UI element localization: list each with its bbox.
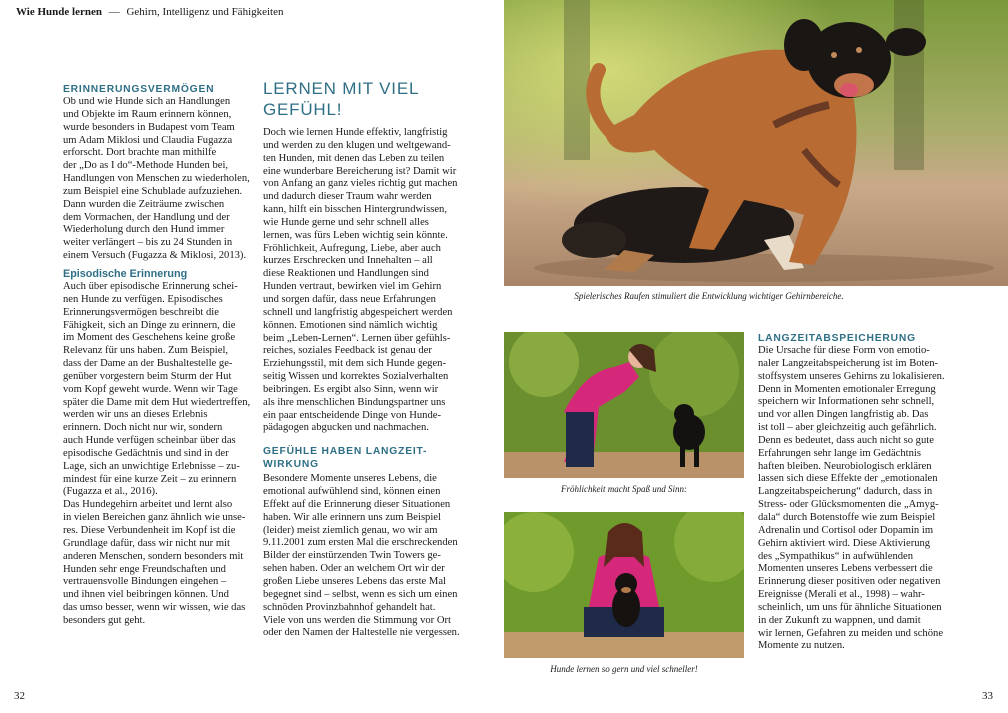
text-line: und dadurch dieser Traum wahr werden [263,191,432,203]
text-line: Fähigkeit, sich an Dinge zu erinnern, die [63,319,236,331]
text-line: mindest für eine kurze Zeit – zu erinnern [63,473,237,485]
text-line: werden wir uns an dieses Erlebnis [63,409,208,421]
dogs-playing-illustration [504,0,1008,286]
text-line: Denn in Momenten emotionaler Erregung [758,383,936,395]
text-line: anderen Menschen, sondern besonders mit [63,550,244,562]
text-line: reiches, soziales Feedback ist genau der [263,345,432,357]
heading-line: WIRKUNG [263,459,319,471]
text-line: kurzes Erschrecken und Innehalten – all [263,255,433,267]
text-line: und ihnen viel beibringen können. Und [63,589,229,601]
right-page [504,0,1008,713]
text-line: und vor allen Dingen langfristig ab. Das [758,409,929,421]
text-line: (Fugazza et al., 2016). [63,486,158,498]
text-line: Adrenalin und Cortisol oder Dopamin im [758,524,934,536]
text-line: schnell und langfristig abgespeichert werden [263,306,453,318]
text-line: dala“ durch Botenstoffe wie zum Beispiel [758,511,936,523]
text-line: episodische Gedächtnis und sind in der [63,447,229,459]
text-line: ist toll – aber gleichzeitig auch gefährlich. [758,422,937,434]
caption-top: Spielerisches Raufen stimuliert die Entwicklung wichtiger Gehirnbereiche. [574,291,844,301]
text-line: Bilder der einstürzenden Twin Towers ge- [263,550,441,562]
text-line: Auch über episodische Erinnerung schei- [63,280,238,292]
text-line: und Objekte im Raum erinnern können, [63,108,232,120]
text-line: ein paar entscheidende Dinge von Hunde- [263,409,441,421]
text-line: auch Hunde verfügen scheinbar über das [63,435,236,447]
text-line: einem Versuch (Fugazza & Miklosi, 2013). [63,250,247,262]
text-line: Die Ursache für diese Form von emotio- [758,345,930,356]
text-line: lassen sich diese Effekte der „emotionalen [758,473,938,485]
text-line: genüber vorgestern beim Sturm der Hut [63,370,232,382]
text-line: beim „Leben-Lernen“. Lernen über gefühls- [263,332,451,344]
text-line: wie Hunde gerne und sehr schnell alles [263,216,429,228]
text-line: und werden zu den klugen und weltgewand- [263,139,451,151]
text-line: Hunden vertraut, bewirken viel im Gehirn [263,281,442,293]
text-line: Erinnerung dieser positiven oder negativen [758,576,941,588]
text-line: weiter verlängert – bis zu 24 Stunden in [63,237,233,249]
text-line: ten Hunden, mit denen das Leben zu teilen [263,152,445,164]
caption-middle: Fröhlichkeit macht Spaß und Sinn: [561,484,687,494]
text-line: wurde besonders in Budapest vom Team [63,121,235,133]
text-line: Relevanz für uns haben. Zum Beispiel, [63,345,229,357]
page-number-left: 32 [14,690,25,702]
text-line: Fröhlichkeit, Aufregung, Liebe, aber auch [263,242,441,254]
text-line: Momente zu nutzen. [758,640,845,652]
text-line: (leider) meist ziemlich genau, wo wir am [263,524,438,536]
text-line: Ereignisse (Merali et al., 1998) – wahr- [758,589,925,601]
text-line: dem Vormachen, der Handlung und der [63,211,230,223]
col1-paragraph-1 [63,96,253,263]
running-head-dash: — [108,6,120,18]
text-line: Momenten unseres Lebens verbessert die [758,563,933,575]
text-line: Besondere Momente unseres Lebens, die [263,473,437,485]
page-number-right: 33 [982,690,993,702]
running-head-title: Wie Hunde lernen [16,6,102,18]
text-line: speichern wir Informationen sehr schnell, [758,396,935,408]
section-title [263,78,481,120]
text-line: Viele von uns werden die Stimmung vor Ort [263,614,451,626]
column-3 [758,332,990,653]
text-line: Dann wurden die Zeiträume zwischen [63,198,225,210]
text-line: pädagogen abgucken und nachmachen. [263,422,429,434]
text-line: im Moment des Geschehens keine große [63,332,236,344]
column-1 [63,83,253,628]
text-line: schnöden Provinzbahnhof gehandelt hat. [263,601,436,613]
text-line: Doch wie lernen Hunde effektiv, langfristig [263,127,448,138]
text-line: vom Kopf geweht wurde. Wenn wir Tage [63,383,238,395]
running-head-subtitle: Gehirn, Intelligenz und Fähigkeiten [126,6,284,18]
woman-hugging-puppy-illustration [504,512,744,658]
photo-woman-hugging-puppy [504,512,744,658]
text-line: und sorgen dafür, dass neue Erfahrungen [263,293,436,305]
text-line: Denn es bedeutet, dass auch nicht so gute [758,434,934,446]
text-line: besonders gut geht. [63,614,146,626]
text-line: Effekt auf die Erinnerung dieser Situationen [263,498,451,510]
text-line: lernen, was fürs Leben wichtig sein könnte. [263,229,448,241]
text-line: diese Reaktionen und Handlungen sind [263,268,429,280]
text-line: dass der Dame an der Bushaltestelle ge- [63,358,233,370]
text-line: erinnern. Doch nicht nur wir, sondern [63,422,223,434]
heading-gefuehle-langzeitwirkung [263,445,481,471]
text-line: kann, hilft ein bisschen Hintergrundwissen, [263,204,447,216]
heading-line: GEFÜHLE HABEN LANGZEIT- [263,446,428,458]
text-line: erforscht. Dort brachte man mithilfe [63,147,217,159]
text-line: Wiederholung durch den Hund immer [63,224,225,236]
text-line: um Adam Miklosi und Claudia Fugazza [63,134,233,146]
text-line: zum Beispiel eine Schublade aufzuziehen. [63,185,243,197]
text-line: nen Hunde zu verfügen. Episodisches [63,293,223,305]
text-line: haben. Wir alle erinnern uns zum Beispiel [263,511,441,523]
text-line: oder den Namen der Haltestelle nie vergessen. [263,627,460,639]
text-line: Langzeitabspeicherung“ dadurch, dass in [758,486,933,498]
col2-paragraph-1 [263,127,481,435]
text-line: emotional aufwühlend sind, können einen [263,486,441,498]
text-line: Erfahrungen sehr lange im Gedächtnis [758,447,921,459]
text-line: Grundlage dafür, dass wir nicht nur mit [63,537,230,549]
text-line: der „Do as I do“-Methode Hunden bei, [63,160,229,172]
heading-erinnerungsvermoegen: ERINNERUNGSVERMÖGEN [63,84,215,95]
text-line: Das Hundegehirn arbeitet und lernt also [63,499,233,511]
text-line: beibringen. Es ergibt also Sinn, wenn wir [263,383,439,395]
photo-woman-playing-dog [504,332,744,478]
text-line: res. Diese Verbundenheit im Kopf ist die [63,525,236,536]
woman-playing-dog-illustration [504,332,744,478]
text-line: später die Dame mit dem Hut wiedertreffen, [63,396,251,408]
text-line: das umso besser, wenn wir wissen, wie das [63,602,246,614]
title-line: GEFÜHL! [263,100,343,119]
text-line: großen Liebe unseres Lebens das erste Mal [263,576,446,587]
text-line: sehen haben. Oder an welchem Ort wir der [263,563,445,575]
text-line: des „Sympathikus“ in aufwühlenden [758,550,914,562]
text-line: in der Zukunft zu wappnen, und damit [758,614,921,626]
text-line: Hunden sehr enge Freundschaften und [63,563,226,575]
text-line: scheinlich, um uns für ähnliche Situationen [758,601,942,613]
caption-bottom: Hunde lernen so gern und viel schneller! [550,664,698,674]
text-line: als ihre menschlichen Bindungspartner uns [263,396,446,408]
text-line: Ob und wie Hunde sich an Handlungen [63,96,231,107]
text-line: von Anfang an ganz vieles richtig gut machen [263,178,458,190]
text-line: Handlungen von Menschen zu wiederholen, [63,173,250,185]
col2-paragraph-2 [263,473,481,640]
text-line: Stress- oder Glücksmomenten die „Amyg- [758,499,939,511]
text-line: Erziehungsstil, mit dem sich Hunde gegen- [263,358,446,370]
subheading-episodische-erinnerung: Episodische Erinnerung [63,267,188,280]
text-line: vertrauensvolle Bindungen eingehen – [63,576,227,588]
text-line: wir lernen, Gefahren zu meiden und schöne [758,627,944,639]
heading-langzeitabspeicherung: LANGZEITABSPEICHERUNG [758,333,916,344]
col3-paragraph-1 [758,345,990,653]
text-line: Erinnerungsvermögen beschreibt die [63,306,219,318]
column-2 [263,78,481,640]
title-line: LERNEN MIT VIEL [263,79,420,98]
text-line: stoffsystem unseres Gehirns zu lokalisieren. [758,370,945,382]
text-line: können. Emotionen sind nämlich wichtig [263,319,438,331]
text-line: naler Langzeitabspeicherung ist im Boten- [758,357,939,369]
text-line: seitig Wissen und korrektes Sozialverhalten [263,371,449,383]
photo-dogs-playing [504,0,1008,286]
col1-paragraph-2 [63,281,253,628]
text-line: 9.11.2001 zum ersten Mal die erschreckenden [263,537,458,549]
text-line: begegnet sind – selbst, wenn es sich um einen [263,588,458,600]
text-line: haften bleiben. Neurobiologisch erklären [758,460,932,472]
text-line: eine wunderbare Bereicherung ist? Damit wir [263,165,457,177]
text-line: in vielen Bereichen ganz ähnlich wie unse- [63,512,246,524]
text-line: Lage, sich an unwichtige Erlebnisse – zu- [63,460,240,472]
text-line: Gehirn aktiviert wird. Diese Aktivierung [758,537,931,549]
running-head [16,6,284,18]
